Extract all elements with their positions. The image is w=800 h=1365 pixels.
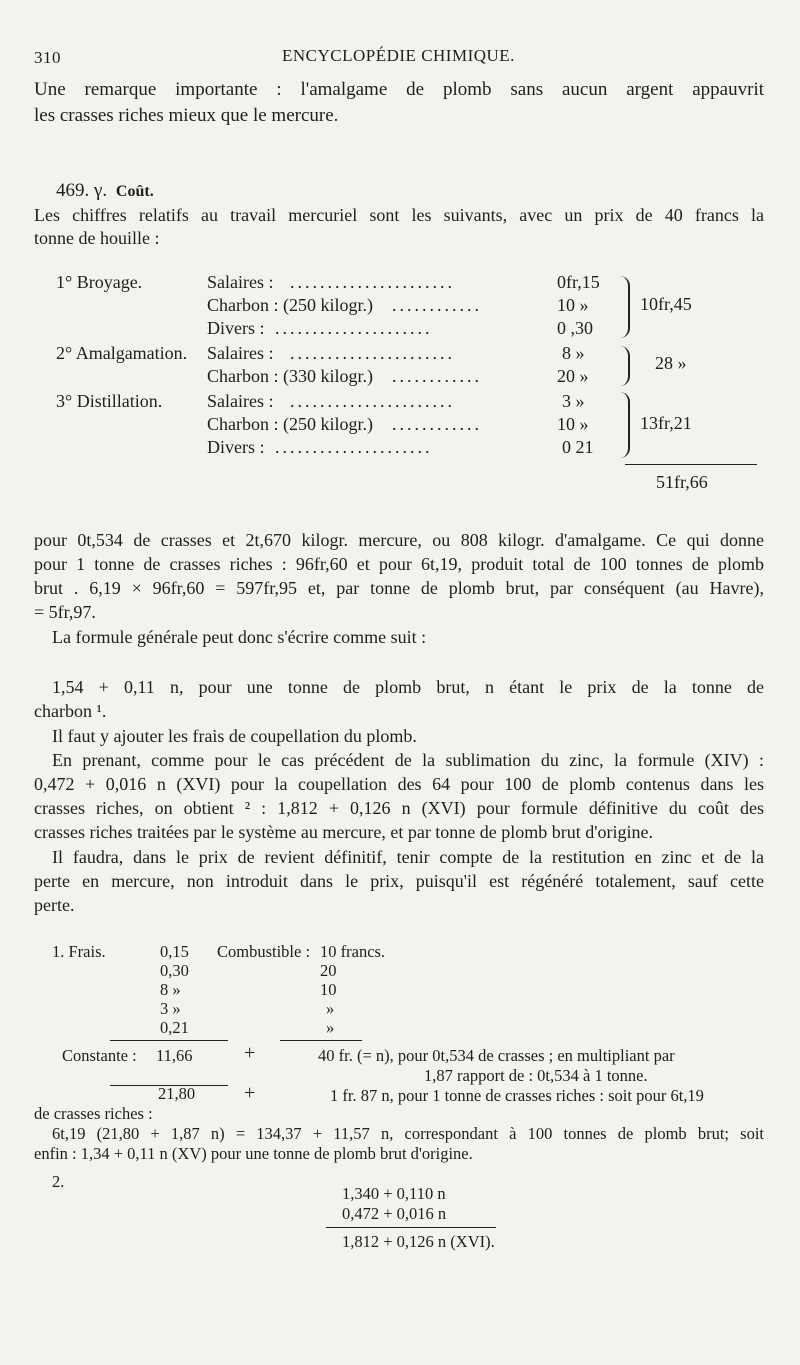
step-subtotal: 28 » bbox=[655, 353, 687, 373]
total-rule bbox=[625, 464, 757, 465]
para-line: pour 0t,534 de crasses et 2t,670 kilogr. mercure, ou 808 kilogr. d'amalgame. Ce qui donne bbox=[34, 530, 764, 550]
section-title: Coût. bbox=[115, 183, 154, 200]
combustible-value: » bbox=[326, 999, 335, 1018]
formula-intro: La formule générale peut donc s'écrire comme suit : bbox=[52, 627, 427, 647]
cost-row-item: Divers : bbox=[207, 318, 265, 338]
de-crasses-line: de crasses riches : bbox=[34, 1104, 153, 1123]
value-21-80: 21,80 bbox=[158, 1084, 196, 1103]
frais-value: 3 » bbox=[160, 999, 181, 1018]
sum-rule bbox=[110, 1040, 228, 1041]
cost-row-value: 20 » bbox=[557, 366, 589, 386]
para-line: perte en mercure, non introduit dans le prix, puisqu'il est régénéré totalement, sauf cette bbox=[34, 871, 764, 891]
cost-row-dots: ............ bbox=[392, 366, 482, 386]
step-label-amalgamation: 2° Amalgamation. bbox=[56, 343, 188, 363]
step-subtotal: 13fr,21 bbox=[640, 413, 692, 433]
cost-row-value: 3 » bbox=[562, 391, 585, 411]
cost-row-item: Charbon : (330 kilogr.) bbox=[207, 366, 373, 386]
cost-row-item: Charbon : (250 kilogr.) bbox=[207, 414, 373, 434]
para-line: pour 1 tonne de crasses riches : 96fr,60 et pour 6t,19, produit total de 100 tonnes de plomb bbox=[34, 554, 764, 574]
step-label-distillation: 3° Distillation. bbox=[56, 391, 163, 411]
formula-line-2: charbon ¹. bbox=[34, 701, 107, 721]
cupellation-line: Il faut y ajouter les frais de coupellation du plomb. bbox=[52, 726, 417, 746]
cost-row-dots: ..................... bbox=[275, 437, 433, 457]
cost-row-dots: ...................... bbox=[290, 272, 455, 292]
cost-row-dots: ............ bbox=[392, 295, 482, 315]
cost-row-item: Salaires : bbox=[207, 343, 274, 363]
running-title: ENCYCLOPÉDIE CHIMIQUE. bbox=[282, 46, 515, 65]
plus-sign: + bbox=[244, 1082, 256, 1104]
fn2-line: 1,340 + 0,110 n bbox=[342, 1184, 446, 1203]
intro-line-1: Une remarque importante : l'amalgame de plomb sans aucun argent appauvrit bbox=[34, 79, 764, 100]
cost-row-dots: ...................... bbox=[290, 343, 455, 363]
brace bbox=[618, 392, 630, 458]
cost-row-value: 10 » bbox=[557, 414, 589, 434]
combustible-label: Combustible : bbox=[217, 942, 311, 961]
frais-value: 0,15 bbox=[160, 942, 189, 961]
cost-row-item: Divers : bbox=[207, 437, 265, 457]
cost-row-value: 0fr,15 bbox=[557, 272, 600, 292]
para-line: En prenant, comme pour le cas précédent de la sublimation du zinc, la formule (XIV) : bbox=[52, 750, 764, 770]
cost-row-item: Salaires : bbox=[207, 391, 274, 411]
constante-value: 11,66 bbox=[156, 1046, 193, 1065]
frais-value: 8 » bbox=[160, 980, 181, 999]
calc-line-2: enfin : 1,34 + 0,11 n (XV) pour une tonne de plomb brut d'origine. bbox=[34, 1144, 473, 1163]
step-subtotal: 10fr,45 bbox=[640, 294, 692, 314]
frais-value: 0,21 bbox=[160, 1018, 189, 1037]
section-heading bbox=[56, 180, 154, 202]
para-line: brut . 6,19 × 96fr,60 = 597fr,95 et, par tonne de plomb brut, par conséquent (au Havre), bbox=[34, 578, 764, 598]
table-total: 51fr,66 bbox=[656, 472, 708, 492]
para-line: 0,472 + 0,016 n (XVI) pour la coupellation des 64 pour 100 de plomb contenus dans les bbox=[34, 774, 764, 794]
section-line-1: Les chiffres relatifs au travail mercuriel sont les suivants, avec un prix de 40 francs la bbox=[34, 205, 764, 225]
combustible-value: 10 francs. bbox=[320, 942, 386, 961]
step-label-broyage: 1° Broyage. bbox=[56, 272, 143, 292]
cost-row-value: 10 » bbox=[557, 295, 589, 315]
section-line-2: tonne de houille : bbox=[34, 228, 160, 248]
plus-sign: + bbox=[244, 1042, 256, 1064]
fn2-sum: 1,812 + 0,126 n (XVI). bbox=[342, 1232, 495, 1251]
section-number: 469. γ. bbox=[56, 180, 108, 201]
combustible-value: 10 bbox=[320, 980, 337, 999]
cost-row-dots: ............ bbox=[392, 414, 482, 434]
para-line: Il faudra, dans le prix de revient définitif, tenir compte de la restitution en zinc et de la bbox=[52, 847, 764, 867]
cost-row-dots: ..................... bbox=[275, 318, 433, 338]
formula-line-1: 1,54 + 0,11 n, pour une tonne de plomb brut, n étant le prix de la tonne de bbox=[52, 677, 764, 697]
footnote-label: 2. bbox=[52, 1172, 65, 1191]
constante-label: Constante : bbox=[62, 1046, 137, 1065]
sum-rule bbox=[326, 1227, 496, 1228]
cost-row-item: Salaires : bbox=[207, 272, 274, 292]
cost-row-value: 0 ,30 bbox=[557, 318, 593, 338]
forty-line: 40 fr. (= n), pour 0t,534 de crasses ; en multipliant par bbox=[318, 1046, 675, 1065]
cost-row-value: 0 21 bbox=[562, 437, 594, 457]
para-line: crasses riches traitées par le système au mercure, et par tonne de plomb brut d'origine. bbox=[34, 822, 654, 842]
calc-line-1: 6t,19 (21,80 + 1,87 n) = 134,37 + 11,57 n, correspondant à 100 tonnes de plomb brut; soit bbox=[52, 1124, 764, 1143]
cost-row-item: Charbon : (250 kilogr.) bbox=[207, 295, 373, 315]
combustible-value: 20 bbox=[320, 961, 337, 980]
fn2-line: 0,472 + 0,016 n bbox=[342, 1204, 447, 1223]
cost-row-value: 8 » bbox=[562, 343, 585, 363]
frais-value: 0,30 bbox=[160, 961, 189, 980]
sum-rule bbox=[280, 1040, 362, 1041]
intro-line-2: les crasses riches mieux que le mercure. bbox=[34, 105, 339, 126]
cost-row-dots: ...................... bbox=[290, 391, 455, 411]
para-line: perte. bbox=[34, 895, 75, 915]
para-line: = 5fr,97. bbox=[34, 602, 96, 622]
combustible-value: » bbox=[326, 1018, 335, 1037]
rapport-line: 1,87 rapport de : 0t,534 à 1 tonne. bbox=[424, 1066, 648, 1085]
footnote-label: 1. Frais. bbox=[52, 942, 106, 961]
brace bbox=[618, 276, 630, 338]
page-number: 310 bbox=[34, 48, 61, 67]
one-fr-line: 1 fr. 87 n, pour 1 tonne de crasses riches : soit pour 6t,19 bbox=[330, 1086, 704, 1105]
para-line: crasses riches, on obtient ² : 1,812 + 0,126 n (XVI) pour formule définitive du coût des bbox=[34, 798, 764, 818]
brace bbox=[618, 346, 630, 386]
